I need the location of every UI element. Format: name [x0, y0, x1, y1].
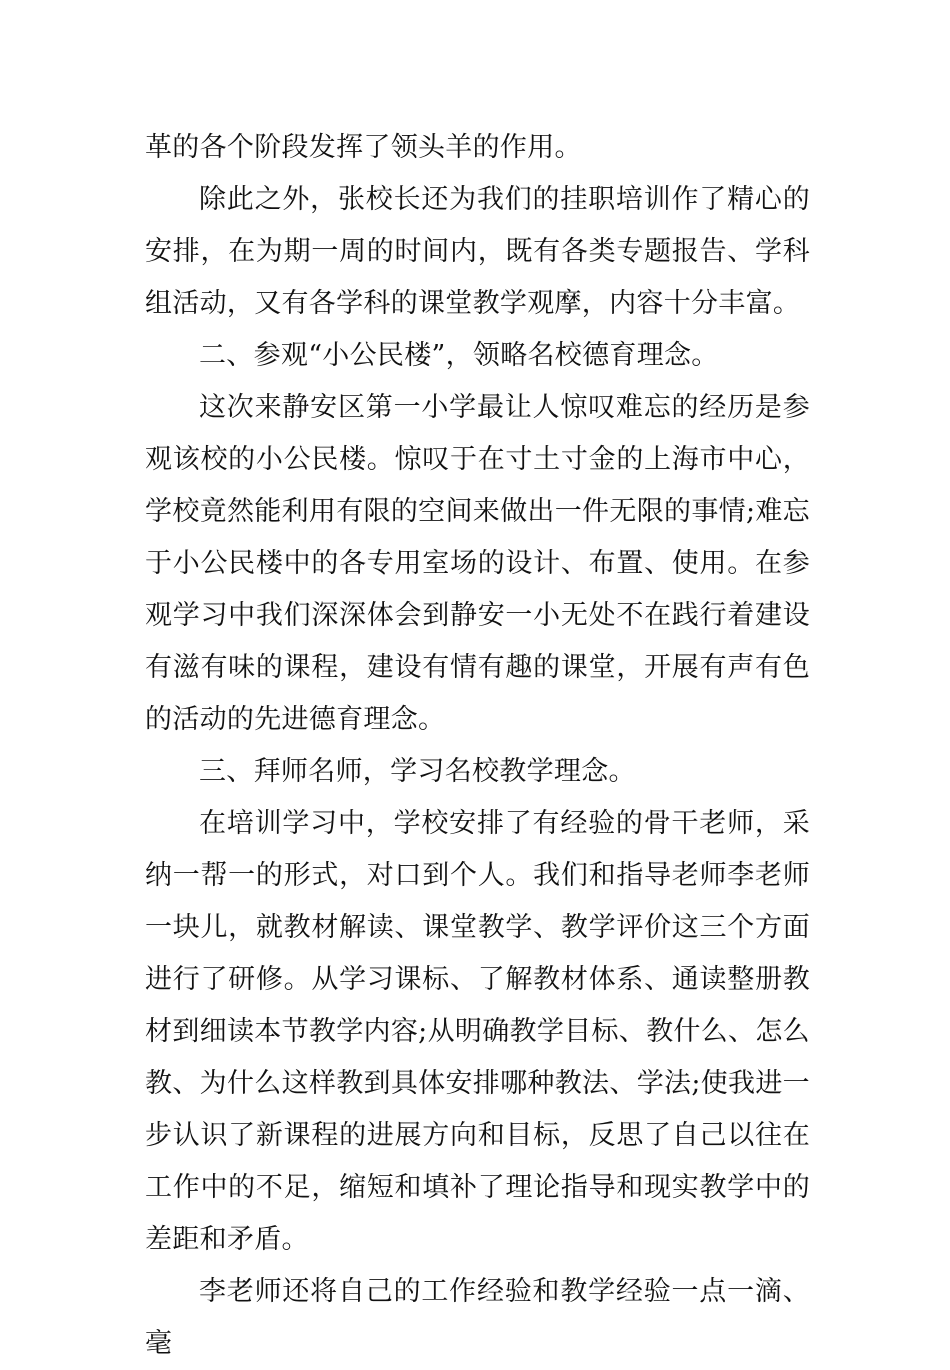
paragraph-teacher-li: 李老师还将自己的工作经验和教学经验一点一滴、毫 [145, 1276, 810, 1359]
paragraph-schedule: 除此之外，张校长还为我们的挂职培训作了精心的安排，在为期一周的时间内，既有各类专题报告、学科组活动，又有各学科的课堂教学观摩，内容十分丰富。 [145, 184, 810, 319]
section-heading-2: 二、参观“小公民楼”，领略名校德育理念。 [199, 340, 719, 371]
section-heading-3: 三、拜师名师，学习名校教学理念。 [199, 756, 636, 787]
paragraph-civic-building: 这次来静安区第一小学最让人惊叹难忘的经历是参观该校的小公民楼。惊叹于在寸土寸金的上海市中心，学校竟然能利用有限的空间来做出一件无限的事情;难忘于小公民楼中的各专用室场的设计、布置、使用。在参观学习中我们深深体会到静安一小无处不在践行着建设有滋有味的课程，建设有情有趣的课堂，开展有声有色的活动的先进德育理念。 [145, 392, 810, 735]
paragraph-mentorship: 在培训学习中，学校安排了有经验的骨干老师，采纳一帮一的形式，对口到个人。我们和指导老师李老师一块儿，就教材解读、课堂教学、教学评价这三个方面进行了研修。从学习课标、了解教材体系、通读整册教材到细读本节教学内容;从明确教学目标、教什么、怎么教、为什么这样教到具体安排哪种教法、学法;使我进一步认识了新课程的进展方向和目标，反思了自己以往在工作中的不足，缩短和填补了理论指导和现实教学中的差距和矛盾。 [145, 808, 810, 1255]
document-body [145, 122, 810, 1370]
paragraph-continuation: 革的各个阶段发挥了领头羊的作用。 [145, 132, 582, 163]
